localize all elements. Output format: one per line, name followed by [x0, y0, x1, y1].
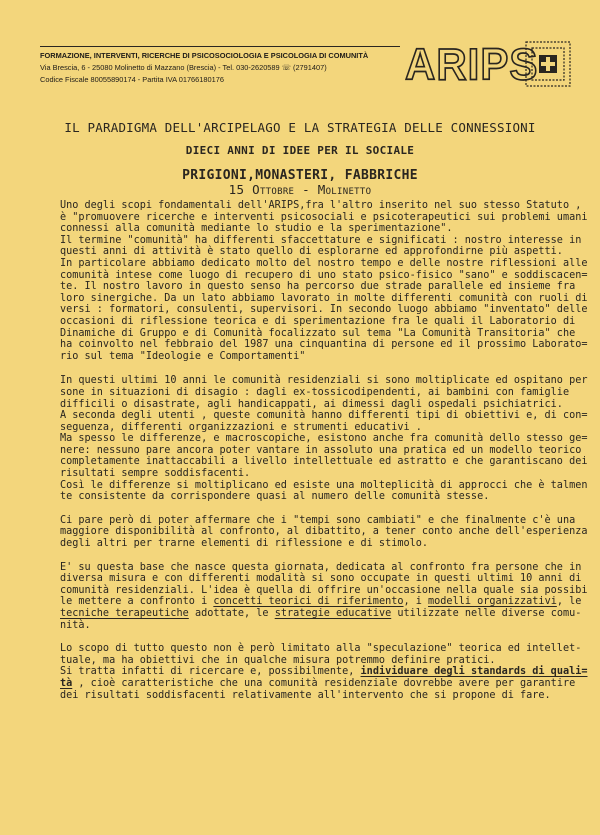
text-line: A seconda degli utenti , queste comunità hanno differenti tipi di obiettivi e, di con= — [60, 410, 588, 422]
text-line: difficili o disastrate, agli handicappati, ai dimessi dagli ospedali psichiatrici. — [60, 398, 563, 410]
text-line: nere: nessuno pare ancora poter vantare in assoluto una pratica ed un modello teorico — [60, 444, 582, 456]
text-line — [60, 596, 582, 608]
underlined-phrase: individuare degli standards di quali= — [360, 666, 588, 678]
text-line: diversa misura e con differenti modalità si sono occupate in questi ultimi 10 anni di — [60, 573, 582, 585]
text-line: Ma spesso le differenze, e macroscopiche, esistono anche fra comunità dello stesso ge= — [60, 433, 588, 445]
paragraph-3 — [60, 514, 588, 550]
text-line: loro sinergiche. Da un lato abbiamo lavorato in molte differenti comunità con ruoli di — [60, 292, 588, 304]
underlined-phrase: concetti teorici di riferimento — [213, 596, 404, 608]
text-line — [60, 677, 576, 690]
document-title: IL PARADIGMA DELL'ARCIPELAGO E LA STRATEGIA DELLE CONNESSIONI — [64, 120, 536, 135]
text-line: te consistente da corrispondere quasi al numero delle comunità stesse. — [60, 491, 490, 503]
text-line: Il termine "comunità" ha differenti sfaccettature e significati : nostro interesse in — [60, 234, 582, 246]
org-fiscal: Codice Fiscale 80055890174 - Partita IVA 01766180176 — [40, 75, 224, 84]
text-line: Così le differenze si moltiplicano ed esiste una molteplicità di approcci che è talmen — [60, 479, 588, 491]
paragraph-5 — [60, 643, 588, 701]
text-line: completamente inattaccabili a livello intellettuale ed astratto e che garantiscano dei — [60, 456, 588, 468]
paragraph-1 — [60, 200, 588, 362]
letterhead-rule — [40, 46, 400, 47]
text-segment: Si tratta infatti di ricercare e, possibilmente, — [60, 666, 361, 678]
underlined-phrase: modelli organizzativi — [428, 596, 557, 608]
text-line: nità. — [60, 619, 91, 631]
underlined-phrase: tà — [60, 677, 73, 689]
text-line: questi anni di attività è stato quello di esplorarne ed approfondirne più aspetti. — [60, 246, 563, 258]
text-line: sone in situazioni di disagio : dagli ex-tossicodipendenti, ai bambini con famiglie — [60, 386, 570, 398]
org-name: FORMAZIONE, INTERVENTI, RICERCHE DI PSICOSOCIOLOGIA E PSICOLOGIA DI COMUNITÀ — [40, 51, 369, 60]
text-line: Lo scopo di tutto questo non è però limitato alla "speculazione" teorica ed intellet- — [60, 643, 582, 655]
text-line: è "promuovere ricerche e interventi psicosociali e psicoterapeutici sui problemi umani — [60, 211, 588, 223]
text-line: In particolare abbiamo dedicato molto del nostro tempo e delle nostre riflessioni alle — [60, 257, 588, 269]
paragraph-2 — [60, 375, 588, 503]
text-segment: , cioè caratteristiche che una comunità residenziale dovrebbe avere per garantire — [72, 677, 576, 689]
arips-logo: ARIPS — [405, 39, 539, 90]
text-line: occasioni di riflessione teorica e di sperimentazione fra le quali il Laboratorio di — [60, 315, 576, 327]
text-line: ha coinvolto nel febbraio del 1987 una cinquantina di persone ed il prossimo Laborato= — [60, 339, 588, 351]
text-line — [60, 608, 582, 620]
text-line: te. Il nostro lavoro in questo senso ha percorso due strade parallele ed insieme fra — [60, 281, 576, 293]
arips-emblem-icon — [524, 40, 572, 88]
text-segment: utilizzate nelle diverse comu- — [391, 608, 582, 619]
text-segment: , le — [556, 596, 582, 608]
text-line: dei risultati soddisfacenti relativamente all'intervento che si propone di fare. — [60, 689, 551, 701]
text-line: risultati sempre soddisfacenti. — [60, 468, 251, 480]
underlined-phrase: tecniche terapeutiche — [60, 608, 189, 619]
text-segment: adottate, le — [188, 608, 275, 619]
text-line: Ci pare però di poter affermare che i "tempi sono cambiati" e che finalmente c'è una — [60, 514, 576, 526]
text-line — [60, 666, 588, 678]
event-title: PRIGIONI,MONASTERI, FABBRICHE — [182, 168, 418, 183]
underlined-phrase: strategie educative — [274, 608, 392, 619]
body-text — [60, 200, 588, 701]
event-date-text: 15 Ottobre - Molinetto — [228, 182, 372, 197]
text-line: seguenza, differenti organizzazioni e strumenti educativi . — [60, 421, 422, 433]
paragraph-4 — [60, 561, 588, 632]
text-line: Uno degli scopi fondamentali dell'ARIPS,fra l'altro inserito nel suo stesso Statuto , — [60, 200, 582, 211]
text-line: comunità intese come luogo di recupero di uno stato psico-fisico "sano" e soddiscacen= — [60, 269, 588, 281]
text-line: E' su questa base che nasce questa giornata, dedicata al confronto fra persone che in — [60, 561, 582, 573]
org-address: Via Brescia, 6 - 25080 Molinetto di Mazzano (Brescia) - Tel. 030-2620589 ☏ (2791407) — [40, 63, 327, 72]
text-segment: , i — [403, 596, 429, 608]
text-line: maggiore disponibilità al confronto, al dibattito, a tener conto anche dell'esperienza — [60, 526, 588, 538]
text-line: degli altri per trarne elementi di riflessione e di stimolo. — [60, 538, 429, 550]
text-line: comunità residenziali. L'idea è quella di offrire un'occasione nella quale sia possibi — [60, 584, 588, 596]
letterhead — [40, 46, 400, 86]
text-segment: le mettere a confronto i — [60, 596, 214, 608]
text-line: rio sul tema "Ideologie e Comportamenti" — [60, 350, 306, 362]
text-line: tuale, ma ha obiettivi che in qualche misura potremmo definire pratici. — [60, 654, 496, 666]
document-subtitle: DIECI ANNI DI IDEE PER IL SOCIALE — [185, 144, 415, 157]
text-line: In questi ultimi 10 anni le comunità residenziali si sono moltiplicate ed ospitano per — [60, 375, 588, 387]
text-line: Dinamiche di Gruppo e di Comunità focalizzato sul tema "La Comunità Transitoria" che — [60, 327, 576, 339]
event-date — [40, 182, 560, 197]
text-line: connessi alla comunità mediante lo studio e la sperimentazione". — [60, 223, 453, 235]
text-line: versi : formatori, consulenti, supervisori. In secondo luogo abbiamo "inventato" delle — [60, 304, 588, 316]
